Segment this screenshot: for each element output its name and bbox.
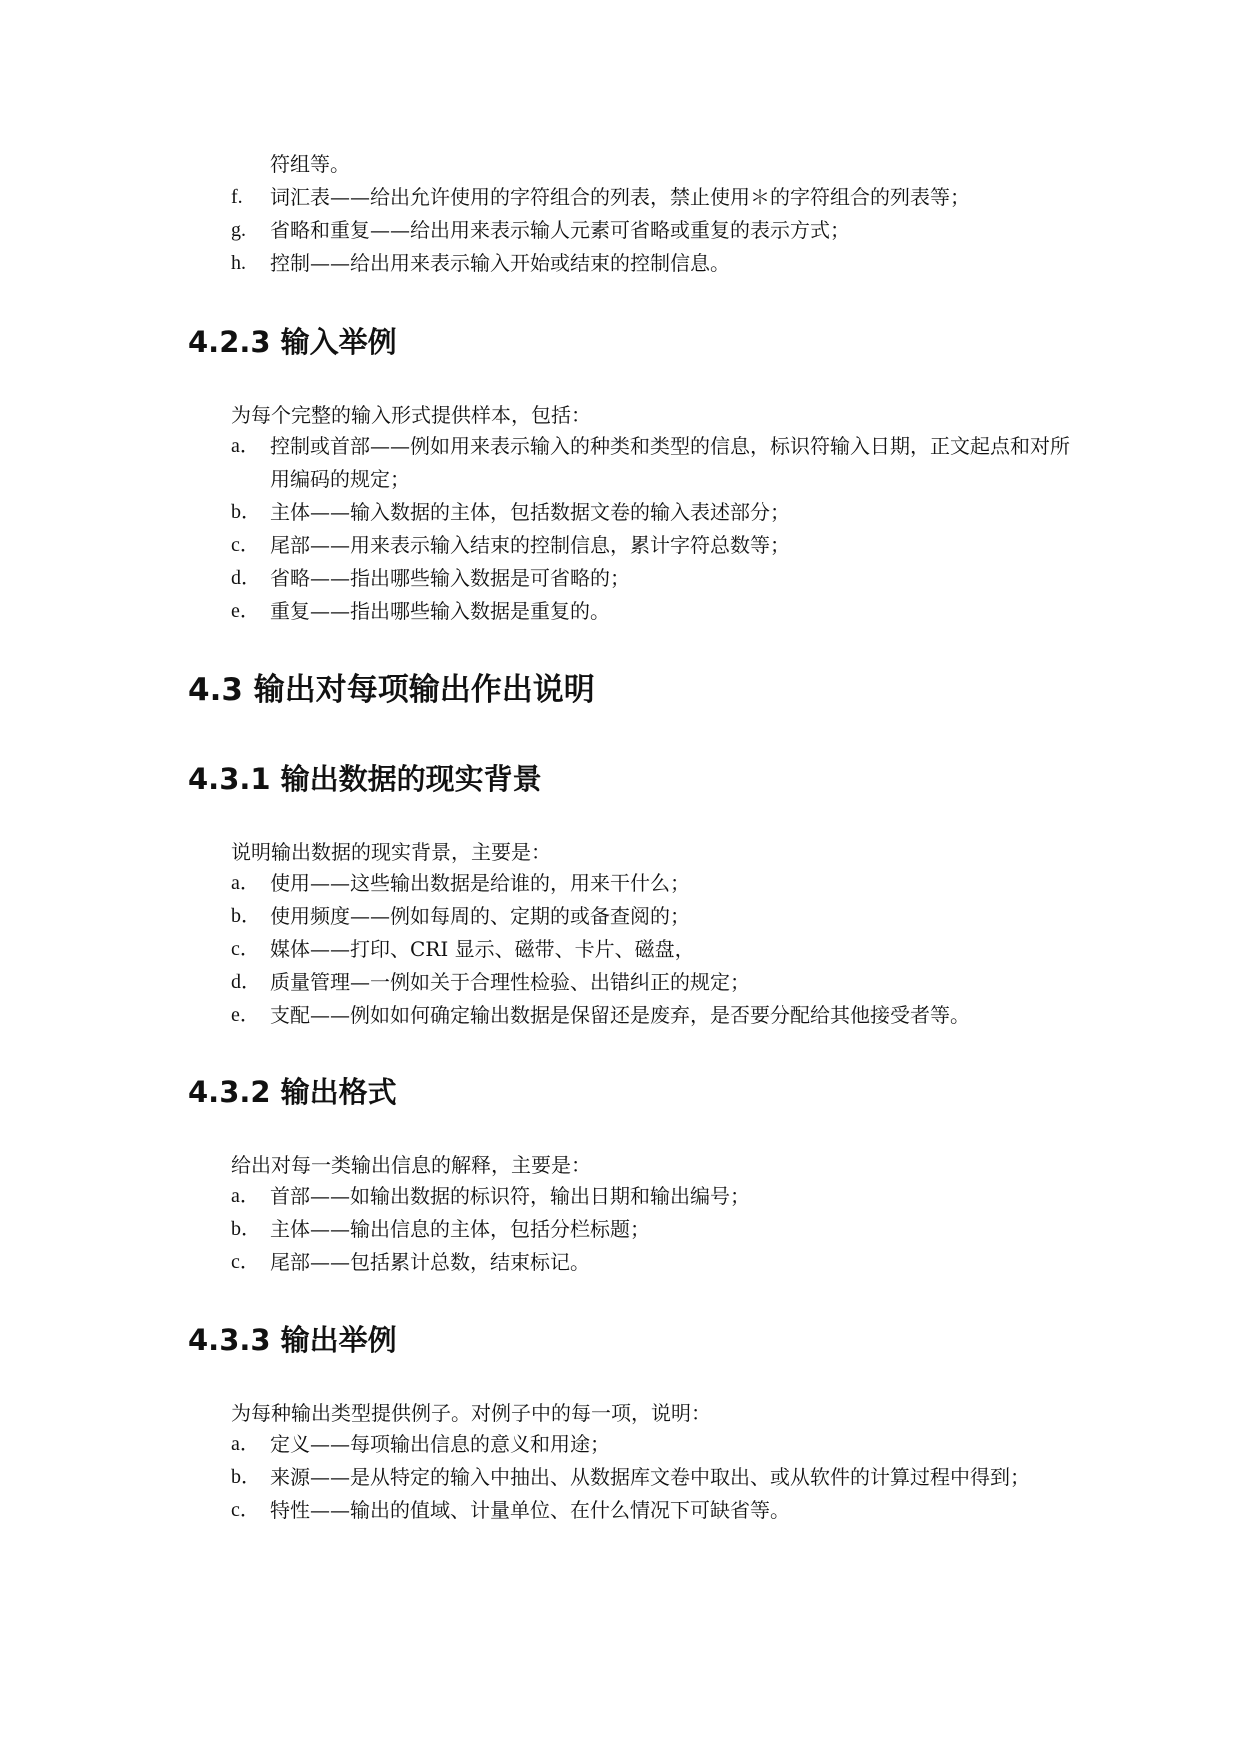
list-marker: g. [231,219,246,241]
section-432-list [231,1180,1071,1279]
section-intro: 说明输出数据的现实背景，主要是： [231,840,551,864]
section-433-list [231,1428,1071,1527]
list-item-text: 来源——是从特定的输入中抽出、从数据库文卷中取出、或从软件的计算过程中得到； [270,1465,1030,1489]
list-item-text: 主体——输入数据的主体，包括数据文卷的输入表述部分； [270,500,790,524]
list-marker: c． [231,1251,260,1273]
list-marker: e． [231,1004,260,1026]
top-list [231,181,1071,280]
list-item-text: 定义——每项输出信息的意义和用途； [270,1432,610,1456]
list-marker: h. [231,252,246,274]
list-item [231,1494,1071,1527]
list-marker: a． [231,1185,260,1207]
list-item [231,1180,1071,1213]
section-431-list [231,867,1071,1032]
section-heading-4-3-3: 4.3.3 输出举例 [188,1323,397,1357]
section-intro: 为每个完整的输入形式提供样本，包括： [231,403,591,427]
list-marker: e． [231,600,260,622]
list-item-text: 重复——指出哪些输入数据是重复的。 [270,599,610,623]
section-heading-4-3-1: 4.3.1 输出数据的现实背景 [188,762,542,796]
list-marker: a． [231,435,260,457]
list-marker: f. [231,186,243,208]
list-item [231,1428,1071,1461]
list-item [231,1461,1071,1494]
list-item-text: 媒体——打印、CRI 显示、磁带、卡片、磁盘， [270,937,695,961]
list-item [231,900,1071,933]
list-marker: c． [231,1499,260,1521]
list-item [231,933,1071,966]
continuation-text: 符组等。 [270,152,350,176]
list-item-text: 支配——例如如何确定输出数据是保留还是废弃，是否要分配给其他接受者等。 [270,1003,970,1027]
list-item [231,595,1071,628]
section-423-list [231,430,1071,628]
list-marker: c． [231,534,260,556]
section-intro: 给出对每一类输出信息的解释，主要是： [231,1153,591,1177]
list-item [231,966,1071,999]
list-item-text: 词汇表——给出允许使用的字符组合的列表，禁止使用＊的字符组合的列表等； [270,185,970,209]
list-item-text: 控制——给出用来表示输入开始或结束的控制信息。 [270,251,730,275]
list-marker: b． [231,1466,261,1488]
list-item [231,496,1071,529]
list-item [231,214,1071,247]
list-item-text: 特性——输出的值域、计量单位、在什么情况下可缺省等。 [270,1498,790,1522]
list-item-text: 尾部——包括累计总数，结束标记。 [270,1250,590,1274]
list-marker: c． [231,938,260,960]
list-marker: a． [231,1433,260,1455]
list-item-text: 控制或首部——例如用来表示输入的种类和类型的信息，标识符输入日期，正文起点和对所用编码的规定； [270,434,1070,491]
list-item-text: 省略和重复——给出用来表示输人元素可省略或重复的表示方式； [270,218,850,242]
list-marker: b． [231,1218,261,1240]
list-item [231,181,1071,214]
list-marker: d． [231,971,261,993]
list-item [231,1213,1071,1246]
list-item-text: 主体——输出信息的主体，包括分栏标题； [270,1217,650,1241]
list-item-text: 质量管理—一例如关于合理性检验、出错纠正的规定； [270,970,750,994]
list-item-text: 使用频度——例如每周的、定期的或备查阅的； [270,904,690,928]
list-marker: d． [231,567,261,589]
list-item [231,999,1071,1032]
section-heading-4-3: 4.3 输出对每项输出作出说明 [188,672,595,708]
section-heading-4-2-3: 4.2.3 输入举例 [188,325,397,359]
list-item-text: 尾部——用来表示输入结束的控制信息，累计字符总数等； [270,533,790,557]
list-item [231,529,1071,562]
list-item [231,867,1071,900]
list-item [231,562,1071,595]
list-marker: a． [231,872,260,894]
section-intro: 为每种输出类型提供例子。对例子中的每一项，说明： [231,1401,711,1425]
list-item-text: 使用——这些输出数据是给谁的，用来干什么； [270,871,690,895]
list-item-text: 首部——如输出数据的标识符，输出日期和输出编号； [270,1184,750,1208]
section-heading-4-3-2: 4.3.2 输出格式 [188,1075,397,1109]
list-item [231,1246,1071,1279]
list-item-text: 省略——指出哪些输入数据是可省略的； [270,566,630,590]
list-item [231,430,1071,496]
list-item [231,247,1071,280]
list-marker: b． [231,501,261,523]
list-marker: b． [231,905,261,927]
